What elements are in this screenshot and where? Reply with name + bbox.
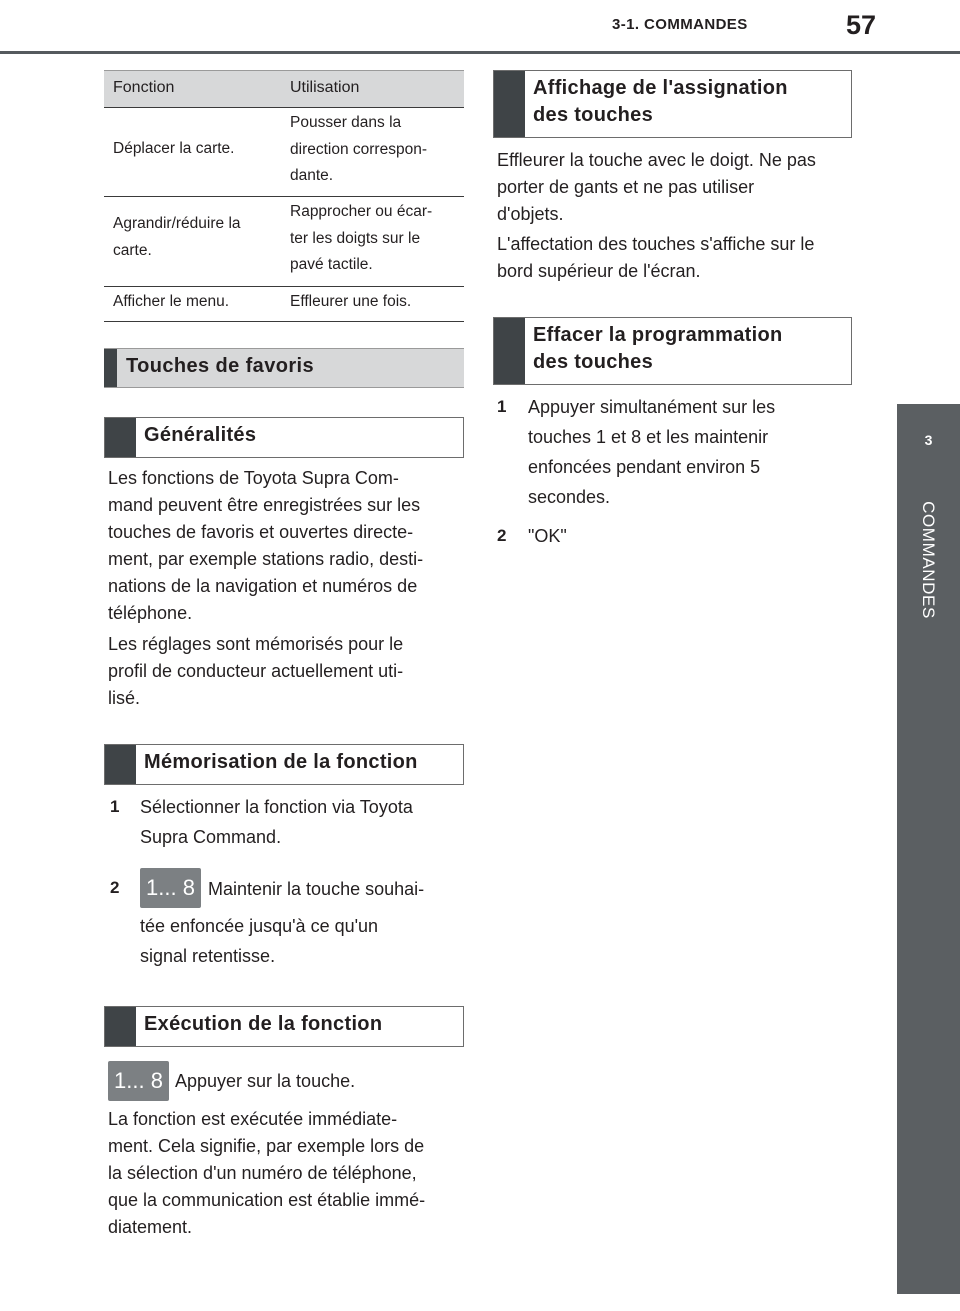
step-text: Maintenir la touche souhai- — [208, 879, 425, 899]
execution-instruction: Appuyer sur la touche. — [175, 1071, 356, 1091]
chapter-label: COMMANDES — [919, 501, 938, 619]
favorite-key-icon: 1... 8 — [108, 1061, 169, 1101]
table-row — [104, 286, 464, 322]
paragraph-reglages: Les réglages sont mémorisés pour le profil de conducteur actuellement uti- lisé. — [108, 634, 404, 708]
step-text: "OK" — [528, 526, 567, 546]
paragraph-affichage: Effleurer la touche avec le doigt. Ne pas porter de gants et ne pas utiliser d'objets. — [497, 150, 816, 224]
step-text: Sélectionner la fonction via Toyota Supra Command. — [140, 797, 413, 847]
header-rule — [0, 51, 960, 54]
table-row — [104, 107, 464, 196]
step-number: 1 — [497, 397, 507, 416]
table-cell-utilisation: Rapprocher ou écar- ter les doigts sur le pavé tactile. — [290, 203, 433, 273]
section-heading-touches-favoris: Touches de favoris — [104, 348, 464, 388]
subsection-heading-memorisation: Mémorisation de la fonction — [104, 744, 464, 785]
table-header-fonction: Fonction — [113, 79, 175, 96]
subsection-heading-generalites: Généralités — [104, 417, 464, 458]
paragraph-favoris-intro: Les fonctions de Toyota Supra Com- mand peuvent être enregistrées sur les touches de favoris et ouvertes directe- ment, par exemple stations radio, desti- nations de la navigation et numéros de téléphone. — [108, 468, 424, 623]
subsection-heading-affichage: Affichage de l'assignation des touches — [493, 70, 852, 138]
chapter-number: 3 — [924, 432, 933, 448]
step-text-continued: tée enfoncée jusqu'à ce qu'un signal retentisse. — [140, 916, 379, 966]
table-cell-utilisation: Effleurer une fois. — [290, 293, 412, 310]
running-header-section: 3-1. COMMANDES — [612, 16, 748, 33]
step-number: 1 — [110, 797, 120, 816]
paragraph-execution: La fonction est exécutée immédiate- ment. Cela signifie, par exemple lors de la sélection d'un numéro de téléphone, que la communication est établie immé- diatement. — [108, 1109, 426, 1237]
table-header-utilisation: Utilisation — [290, 79, 360, 96]
table-header — [104, 70, 464, 107]
step-number: 2 — [110, 878, 120, 897]
table-cell-fonction: Agrandir/réduire la carte. — [113, 215, 241, 259]
subsection-heading-effacer: Effacer la programmation des touches — [493, 317, 852, 385]
step-number: 2 — [497, 526, 507, 545]
paragraph-affectation: L'affectation des touches s'affiche sur le bord supérieur de l'écran. — [497, 234, 815, 281]
subsection-heading-execution: Exécution de la fonction — [104, 1006, 464, 1047]
table-cell-fonction: Afficher le menu. — [113, 293, 230, 310]
function-table — [104, 70, 464, 322]
table-cell-utilisation: Pousser dans la direction correspon- dante. — [290, 114, 427, 184]
table-row — [104, 196, 464, 286]
favorite-key-icon: 1... 8 — [140, 868, 201, 908]
table-cell-fonction: Déplacer la carte. — [113, 140, 235, 157]
step-text: Appuyer simultanément sur les touches 1 et 8 et les maintenir enfoncées pendant environ 5 secondes. — [528, 397, 776, 507]
page-number: 57 — [846, 10, 877, 40]
